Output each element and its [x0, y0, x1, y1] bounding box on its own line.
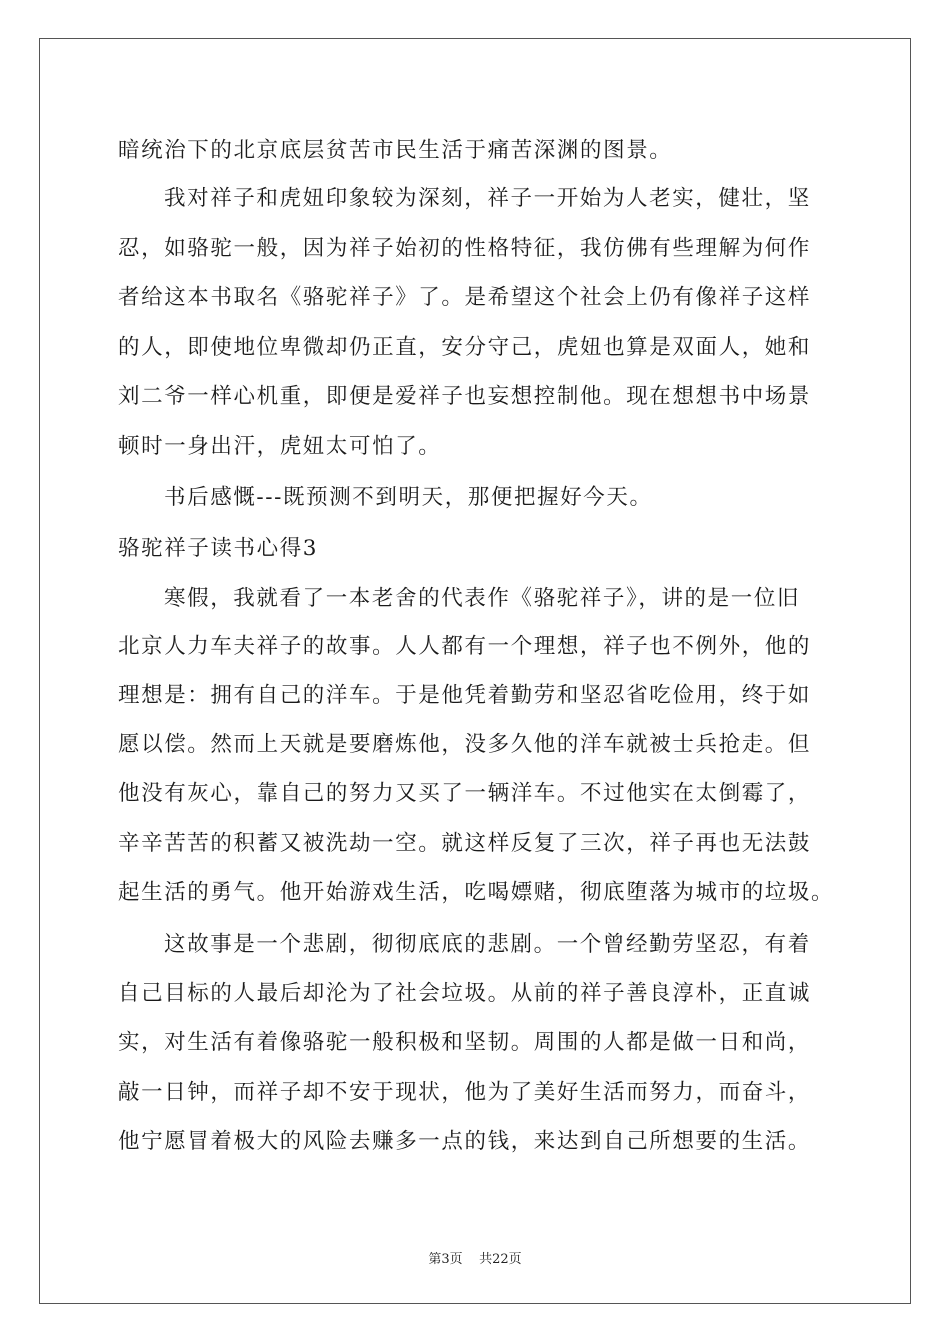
text-line: 顿时一身出汗，虎妞太可怕了。	[118, 434, 442, 459]
text-line: 者给这本书取名《骆驼祥子》了。是希望这个社会上仍有像祥子这样	[118, 285, 812, 310]
page-number: 第3页	[428, 1252, 463, 1267]
text-line: 他宁愿冒着极大的风险去赚多一点的钱，来达到自己所想要的生活。	[118, 1129, 812, 1154]
text-line: 辛辛苦苦的积蓄又被洗劫一空。就这样反复了三次，祥子再也无法鼓	[118, 831, 812, 856]
text-line: 他没有灰心，靠自己的努力又买了一辆洋车。不过他实在太倒霉了，	[118, 781, 812, 806]
text-line: 我对祥子和虎妞印象较为深刻，祥子一开始为人老实，健壮，坚	[164, 186, 811, 211]
text-line: 暗统治下的北京底层贫苦市民生活于痛苦深渊的图景。	[118, 138, 673, 163]
page-border	[39, 38, 911, 1304]
text-line: 书后感慨---既预测不到明天，那便把握好今天。	[164, 485, 653, 510]
text-line: 忍，如骆驼一般，因为祥子始初的性格特征，我仿佛有些理解为何作	[118, 236, 812, 261]
text-line: 寒假，我就看了一本老舍的代表作《骆驼祥子》，讲的是一位旧	[164, 586, 801, 611]
text-line: 实，对生活有着像骆驼一般积极和坚韧。周围的人都是做一日和尚，	[118, 1030, 812, 1055]
text-line: 北京人力车夫祥子的故事。人人都有一个理想，祥子也不例外，他的	[118, 634, 812, 659]
page-total: 共22页	[479, 1252, 522, 1267]
text-line: 这故事是一个悲剧，彻彻底底的悲剧。一个曾经勤劳坚忍，有着	[164, 932, 811, 957]
page-footer	[0, 1248, 950, 1267]
text-line: 敲一日钟，而祥子却不安于现状，他为了美好生活而努力，而奋斗，	[118, 1080, 812, 1105]
text-line: 理想是：拥有自己的洋车。于是他凭着勤劳和坚忍省吃俭用，终于如	[118, 683, 812, 708]
text-line: 愿以偿。然而上天就是要磨炼他，没多久他的洋车就被士兵抢走。但	[118, 732, 812, 757]
text-line: 起生活的勇气。他开始游戏生活，吃喝嫖赌，彻底堕落为城市的垃圾。	[118, 880, 835, 905]
text-line: 的人，即使地位卑微却仍正直，安分守己，虎妞也算是双面人，她和	[118, 335, 812, 360]
section-heading: 骆驼祥子读书心得3	[118, 536, 319, 561]
text-line: 刘二爷一样心机重，即便是爱祥子也妄想控制他。现在想想书中场景	[118, 384, 812, 409]
text-line: 自己目标的人最后却沦为了社会垃圾。从前的祥子善良淳朴，正直诚	[118, 981, 812, 1006]
